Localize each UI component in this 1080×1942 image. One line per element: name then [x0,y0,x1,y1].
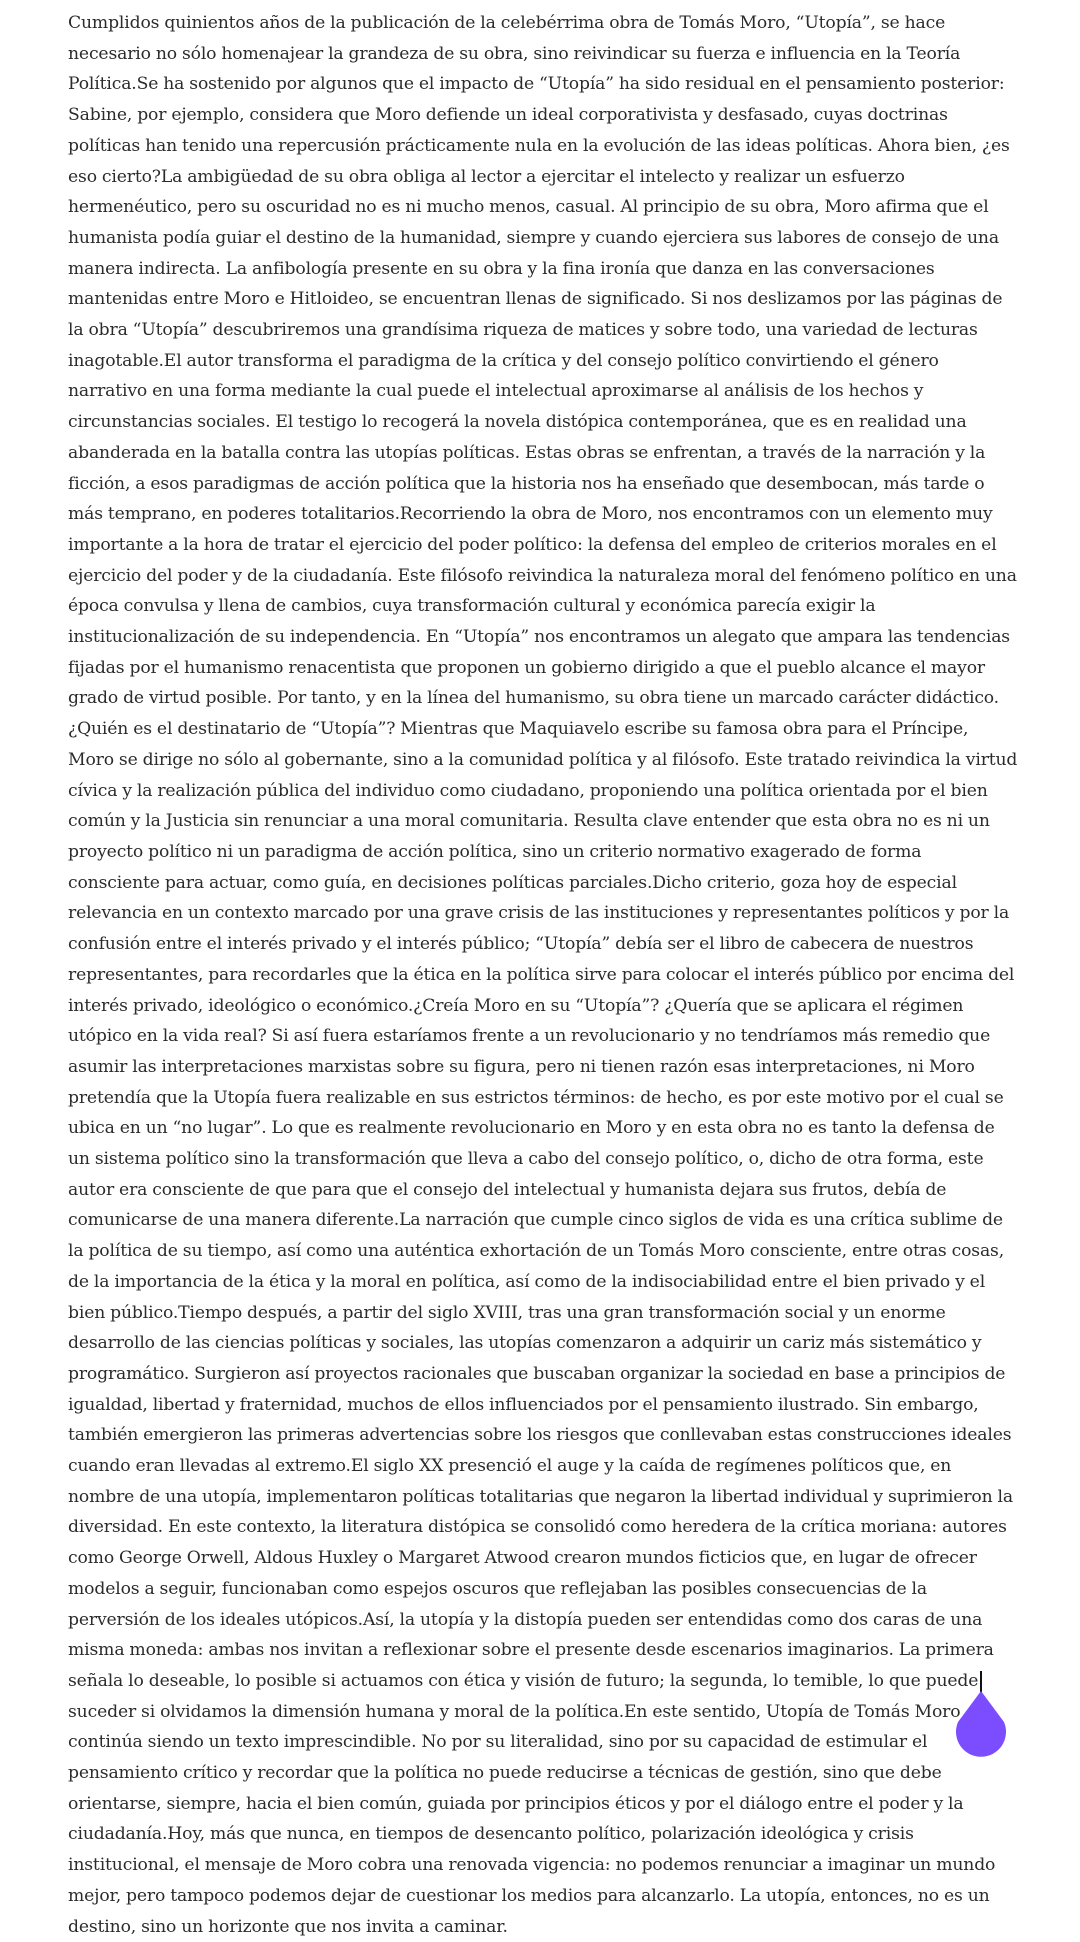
text-selection-handle-icon[interactable] [953,1691,1009,1757]
article-body-text[interactable]: Cumplidos quinientos años de la publicación de la celebérrima obra de Tomás Moro, “Utopía”, se hace necesario no sólo homenajear la grandeza de su obra, sino reivindicar su fuerza e influencia en la Teoría Política.Se ha sostenido por algunos que el impacto de “Utopía” ha sido residual en el pensamiento posterior: Sabine, por ejemplo, considera que Moro defiende un ideal corporativista y desfasado, cuyas doctrinas políticas han tenido una repercusión prácticamente nula en la evolución de las ideas políticas. Ahora bien, ¿es eso cierto?La ambigüedad de su obra obliga al lector a ejercitar el intelecto y realizar un esfuerzo hermenéutico, pero su oscuridad no es ni mucho menos, casual. Al principio de su obra, Moro afirma que el humanista podía guiar el destino de la humanidad, siempre y cuando ejerciera sus labores de consejo de una manera indirecta. La anfibología presente en su obra y la fina ironía que danza en las conversaciones mantenidas entre Moro e Hitloideo, se encuentran llenas de significado. Si nos deslizamos por las páginas de la obra “Utopía” descubriremos una grandísima riqueza de matices y sobre todo, una variedad de lecturas inagotable.El autor transforma el paradigma de la crítica y del consejo político convirtiendo el género narrativo en una forma mediante la cual puede el intelectual aproximarse al análisis de los hechos y circunstancias sociales. El testigo lo recogerá la novela distópica contemporánea, que es en realidad una abanderada en la batalla contra las utopías políticas. Estas obras se enfrentan, a través de la narración y la ficción, a esos paradigmas de acción política que la historia nos ha enseñado que desembocan, más tarde o más temprano, en poderes totalitarios.Recorriendo la obra de Moro, nos encontramos con un elemento muy importante a la hora de tratar el ejercicio del poder político: la defensa del empleo de criterios morales en el ejercicio del poder y de la ciudadanía. Este filósofo reivindica la naturaleza moral del fenómeno político en una época convulsa y llena de cambios, cuya transformación cultural y económica parecía exigir la institucionalización de su independencia. En “Utopía” nos encontramos un alegato que ampara las tendencias fijadas por el humanismo renacentista que proponen un gobierno dirigido a que el pueblo alcance el mayor grado de virtud posible. Por tanto, y en la línea del humanismo, su obra tiene un marcado carácter didáctico.¿Quién es el destinatario de “Utopía”? Mientras que Maquiavelo escribe su famosa obra para el Príncipe, Moro se dirige no sólo al gobernante, sino a la comunidad política y al filósofo. Este tratado reivindica la virtud cívica y la realización pública del individuo como ciudadano, proponiendo una política orientada por el bien común y la Justicia sin renunciar a una moral comunitaria. Resulta clave entender que esta obra no es ni un proyecto político ni un paradigma de acción política, sino un criterio normativo exagerado de forma consciente para actuar, como guía, en decisiones políticas parciales.Dicho criterio, goza hoy de especial relevancia en un contexto marcado por una grave crisis de las instituciones y representantes políticos y por la confusión entre el interés privado y el interés público; “Utopía” debía ser el libro de cabecera de nuestros representantes, para recordarles que la ética en la política sirve para colocar el interés público por encima del interés privado, ideológico o económico.¿Creía Moro en su “Utopía”? ¿Quería que se aplicara el régimen utópico en la vida real? Si así fuera estaríamos frente a un revolucionario y no tendríamos más remedio que asumir las interpretaciones marxistas sobre su figura, pero ni tienen razón esas interpretaciones, ni Moro pretendía que la Utopía fuera realizable en sus estrictos términos: de hecho, es por este motivo por el cual se ubica en un “no lugar”. Lo que es realmente revolucionario en Moro y en esta obra no es tanto la defensa de un sistema político sino la transformación que lleva a cabo del consejo político, o, dicho de otra forma, este autor era consciente de que para que el consejo del intelectual y humanista dejara sus frutos, debía de comunicarse de una manera diferente.La narración que cumple cinco siglos de vida es una crítica sublime de la política de su tiempo, así como una auténtica exhortación de un Tomás Moro consciente, entre otras cosas, de la importancia de la ética y la moral en política, así como de la indisociabilidad entre el bien privado y el bien público.Tiempo después, a partir del siglo XVIII, tras una gran transformación social y un enorme desarrollo de las ciencias políticas y sociales, las utopías comenzaron a adquirir un cariz más sistemático y programático. Surgieron así proyectos racionales que buscaban organizar la sociedad en base a principios de igualdad, libertad y fraternidad, muchos de ellos influenciados por el pensamiento ilustrado. Sin embargo, también emergieron las primeras advertencias sobre los riesgos que conllevaban estas construcciones ideales cuando eran llevadas al extremo.El siglo XX presenció el auge y la caída de regímenes políticos que, en nombre de una utopía, implementaron políticas totalitarias que negaron la libertad individual y suprimieron la diversidad. En este contexto, la literatura distópica se consolidó como heredera de la crítica moriana: autores como George Orwell, Aldous Huxley o Margaret Atwood crearon mundos ficticios que, en lugar de ofrecer modelos a seguir, funcionaban como espejos oscuros que reflejaban las posibles consecuencias de la perversión de los ideales utópicos.Así, la utopía y la distopía pueden ser entendidas como dos caras de una misma moneda: ambas nos invitan a reflexionar sobre el presente desde escenarios imaginarios. La primera señala lo deseable, lo posible si actuamos con ética y visión de futuro; la segunda, lo temible, lo que puede suceder si olvidamos la dimensión humana y moral de la política.En este sentido, Utopía de Tomás Moro continúa siendo un texto imprescindible. No por su literalidad, sino por su capacidad de estimular el pensamiento crítico y recordar que la política no puede reducirse a técnicas de gestión, sino que debe orientarse, siempre, hacia el bien común, guiada por principios éticos y por el diálogo entre el poder y la ciudadanía.Hoy, más que nunca, en tiempos de desencanto político, polarización ideológica y crisis institucional, el mensaje de Moro cobra una renovada vigencia: no podemos renunciar a imaginar un mundo mejor, pero tampoco podemos dejar de cuestionar los medios para alcanzarlo. La utopía, entonces, no es un destino, sino un horizonte que nos invita a caminar. [68,13,1018,1937]
selection-handle-drop-shape [953,1691,1009,1757]
